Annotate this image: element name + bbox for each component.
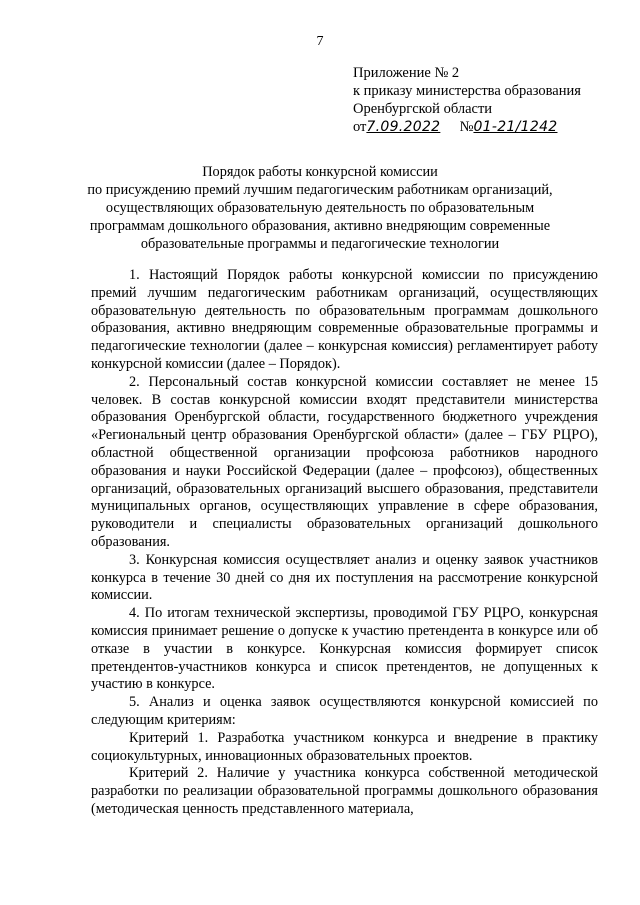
title-line: образовательные программы и педагогические технологии bbox=[140, 236, 500, 252]
paragraph-2: 2. Персональный состав конкурсной комиссии составляет не менее 15 человек. В состав конкурсной комиссии входят представители министерства образования Оренбургской области, государственного бюджетного учреждения «Региональный центр образования Оренбургской области» (далее – ГБУ РЦРО), областной общественной организации профсоюза работников народного образования и науки Российской Федерации (далее – профсоюз), общественных организаций, образовательных организаций высшего образования, представители муниципальных органов, осуществляющих управление в сфере образования, руководители и специалисты образовательных организаций дошкольного образования. bbox=[91, 373, 598, 550]
annex-date-number-line bbox=[353, 118, 581, 136]
page-number: 7 bbox=[316, 34, 324, 49]
document-title bbox=[60, 163, 580, 253]
title-line: по присуждению премий лучшим педагогическим работникам организаций, bbox=[87, 182, 553, 198]
paragraph-5: 5. Анализ и оценка заявок осуществляются конкурсной комиссией по следующим критериям: bbox=[91, 694, 598, 728]
annex-order-ref: к приказу министерства образования bbox=[353, 83, 581, 99]
document-body bbox=[91, 267, 598, 819]
paragraph-4: 4. По итогам технической экспертизы, проводимой ГБУ РЦРО, конкурсная комиссия принимает решение о допуске к участию претендента в конкурсе или об отказе в участии в конкурсе. Конкурсная комиссия формирует список претендентов-участников конкурса и список претендентов, не допущенных к участию в конкурсе. bbox=[91, 605, 598, 693]
paragraph-3: 3. Конкурсная комиссия осуществляет анализ и оценку заявок участников конкурса в течение 30 дней со дня их поступления на рассмотрение конкурсной комиссии. bbox=[91, 551, 598, 604]
handwritten-date: 7.09.2022 bbox=[366, 119, 441, 135]
annex-title: Приложение № 2 bbox=[353, 65, 460, 81]
annex-header bbox=[353, 64, 581, 136]
title-line: осуществляющих образовательную деятельность по образовательным bbox=[105, 200, 535, 216]
number-prefix: № bbox=[459, 119, 474, 135]
title-line: программам дошкольного образования, активно внедряющим современные bbox=[89, 218, 551, 234]
criterion-2: Критерий 2. Наличие у участника конкурса собственной методической разработки по реализации образовательной программы дошкольного образования (методическая ценность представленного материала, bbox=[91, 765, 598, 817]
annex-region: Оренбургской области bbox=[353, 101, 493, 117]
paragraph-1: 1. Настоящий Порядок работы конкурсной комиссии по присуждению премий лучшим педагогическим работникам организаций, осуществляющих образовательную деятельность по образовательным программам дошкольного образования, активно внедряющим современные образовательные программы и педагогические технологии (далее – конкурсная комиссия) регламентирует работу конкурсной комиссии (далее – Порядок). bbox=[91, 267, 598, 372]
title-line: Порядок работы конкурсной комиссии bbox=[202, 164, 438, 180]
handwritten-order-number: 01-21/1242 bbox=[473, 119, 558, 135]
criterion-1: Критерий 1. Разработка участником конкурса и внедрение в практику социокультурных, инновационных образовательных проектов. bbox=[91, 729, 598, 764]
date-prefix: от bbox=[353, 119, 367, 135]
